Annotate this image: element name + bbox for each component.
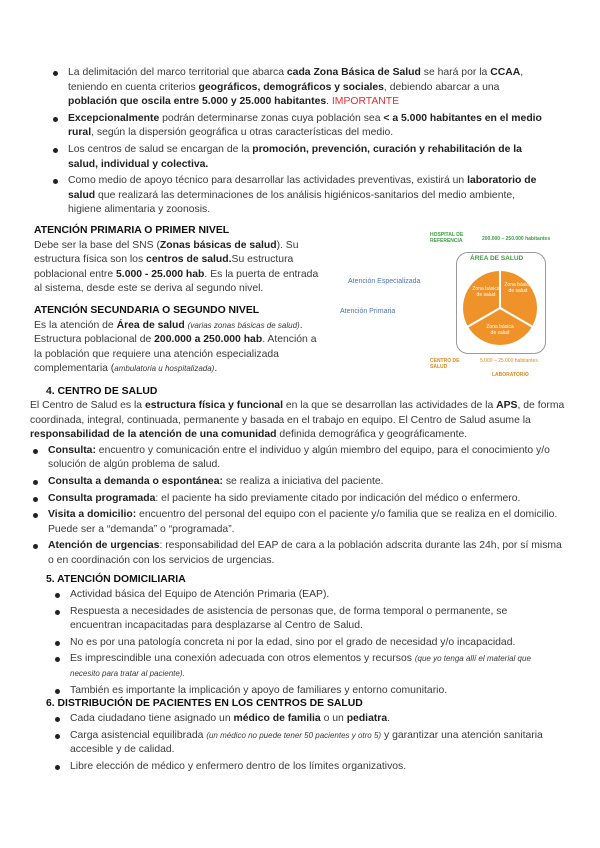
text-run: encuentro del personal del equipo con el paciente y/o familia que se realiza en el domicilio. Puede ser a “demanda” o “programada”. <box>48 509 558 535</box>
section6-bullets <box>52 712 552 774</box>
text-run: Actividad básica del Equipo de Atención Primaria (EAP). <box>70 589 330 600</box>
text-run: geográficos, demográficos y sociales <box>198 81 384 93</box>
text-run: Área de salud <box>116 319 185 331</box>
hospital-label: HOSPITAL DE REFERENCIA <box>430 232 464 244</box>
text-run: Carga asistencial equilibrada <box>70 729 207 741</box>
bullet-item <box>52 652 552 681</box>
text-run: Zonas básicas de salud <box>159 239 277 251</box>
text-run: Es la atención de <box>34 319 117 331</box>
text-run: No es por una patología concreta ni por la edad, sino por el grado de necesidad y/o incapacidad. <box>70 636 516 648</box>
area-salud-label: ÁREA DE SALUD <box>470 255 524 262</box>
bullet-item <box>50 174 550 218</box>
text-run: laboratorio de salud <box>68 175 537 201</box>
bullet-item <box>30 475 570 490</box>
section5-body <box>52 588 552 700</box>
text-run: cada Zona Básica de Salud <box>286 67 421 78</box>
text-run: encuentro y comunicación entre el individuo y algún miembro del equipo, para el conocimiento y/o solución de algún problema de salud. <box>48 444 550 471</box>
text-run: 200.000 a 250.000 hab <box>154 334 263 346</box>
text-run: Los centros de salud se encargan de la <box>68 143 253 155</box>
text-run: Respuesta a necesidades de asistencia de personas que, de forma temporal o permanente, se encuentran incapacitadas para desplazarse al Centro de Salud. <box>70 605 508 632</box>
zona-label-2: Zona básica de salud <box>504 282 532 294</box>
text-run: ). Su estructura física son los <box>34 239 299 266</box>
section4-heading: 4. CENTRO DE SALUD <box>46 386 158 397</box>
text-run: Libre elección de médico y enfermero dentro de los límites organizativos. <box>70 760 407 772</box>
text-run: : responsabilidad del EAP de cara a la población adscrita durante las 24h, por sí misma o en coordinación con los servicios de urgencias. <box>48 540 562 566</box>
text-run: También es importante la implicación y apoyo de familiares y entorno comunitario. <box>70 684 448 696</box>
bullet-item <box>52 729 552 758</box>
bullet-item <box>30 444 570 473</box>
segundo-nivel-title: ATENCIÓN SECUNDARIA O SEGUNDO NIVEL <box>34 305 260 316</box>
bullet-item <box>30 508 570 537</box>
bullet-item <box>30 492 570 507</box>
bullet-item <box>50 112 550 141</box>
text-run: IMPORTANTE <box>331 96 400 108</box>
text-run: en la que se desarrollan las actividades de la <box>282 400 497 411</box>
text-run: estructura física y funcional <box>144 400 283 411</box>
primer-nivel-section <box>34 224 324 297</box>
text-run: promoción, prevención, curación y rehabilitación de la salud, individual y colectiva. <box>68 143 522 170</box>
bullet-item <box>52 760 552 775</box>
text-run: < a 5.000 habitantes en el medio rural <box>68 112 542 139</box>
especializada-label: Atención Especializada <box>348 278 421 285</box>
text-run: . <box>387 713 391 724</box>
section6-body <box>52 712 552 776</box>
text-run: o un <box>320 713 347 724</box>
text-run: , teniendo en cuenta criterios <box>68 67 524 93</box>
text-run: Es imprescindible una conexión adecuada con otros elementos y recursos <box>70 653 415 665</box>
text-run: Su estructura poblacional entre <box>34 254 294 280</box>
text-run: Consulta programada <box>48 492 156 504</box>
text-run: que realizará las determinaciones de los análisis higiénicos-sanitarios del medio ambiente, higiene alimentaria y zoonosis. <box>68 189 516 216</box>
segundo-nivel-text <box>34 319 324 377</box>
text-run: , según la dispersión geográfica u otras características del medio. <box>91 127 394 139</box>
range-top-label: 200.000 – 250.000 habitantes <box>482 236 551 242</box>
section6-heading: 6. DISTRIBUCIÓN DE PACIENTES EN LOS CENTROS DE SALUD <box>46 698 363 709</box>
text-run: responsabilidad de la atención de una comunidad <box>30 429 277 441</box>
bullet-item <box>50 143 550 172</box>
text-run: se hará por la <box>420 67 491 78</box>
text-run: : el paciente ha sido previamente citado por indicación del médico o enfermero. <box>155 492 521 504</box>
zona-label-3: Zona básica de salud <box>486 324 514 336</box>
text-run: Debe ser la base del SNS ( <box>34 239 160 251</box>
range-bottom-label: 5.000 – 25.000 habitantes <box>480 358 538 364</box>
text-run: , debiendo abarcar a una <box>383 81 500 93</box>
text-run: centros de salud. <box>146 254 232 266</box>
text-run: médico de familia <box>233 713 321 724</box>
top-bullet-list <box>50 66 550 220</box>
section5-bullets <box>52 588 552 698</box>
section4-title <box>46 385 566 400</box>
text-run: (un médico no puede tener 50 pacientes y otro 5) <box>206 730 382 740</box>
health-system-diagram <box>340 232 582 382</box>
text-run: población que oscila entre 5.000 y 25.000 habitantes <box>68 96 327 108</box>
text-run: . Estructura poblacional de <box>34 319 303 346</box>
bullet-item <box>52 605 552 634</box>
text-run: y garantizar una atención sanitaria accesible y de calidad. <box>70 729 543 756</box>
zonas-pie <box>460 268 540 348</box>
text-run: definida demográfica y geográficamente. <box>276 429 468 441</box>
text-run: Excepcionalmente <box>68 112 160 124</box>
section4-bullets <box>30 444 570 569</box>
segundo-nivel-section <box>34 304 324 377</box>
text-run: podrán determinarse zonas cuya población sea <box>159 112 384 124</box>
bullet-item <box>52 712 552 727</box>
section5-heading: 5. ATENCIÓN DOMICILIARIA <box>46 574 186 585</box>
text-run: El Centro de Salud es la <box>30 400 145 411</box>
text-run: 5.000 - 25.000 hab <box>116 268 205 280</box>
text-run: ambulatoria u hospitalizada) <box>114 364 215 374</box>
text-run: Como medio de apoyo técnico para desarrollar las actividades preventivas, existirá un <box>68 175 468 187</box>
text-run: Visita a domicilio: <box>48 509 137 521</box>
text-run: (varias zonas básicas de salud) <box>187 320 300 330</box>
bullet-item <box>50 66 550 110</box>
text-run: . <box>326 96 332 108</box>
centro-label: CENTRO DE SALUD <box>430 358 460 370</box>
laboratorio-label: LABORATORIO <box>492 372 529 378</box>
bullet-item <box>52 636 552 651</box>
primer-nivel-text <box>34 239 324 297</box>
text-run: , de forma coordinada, integral, continuada, permanente y basada en el trabajo en equipo. El Centro de Salud asume la <box>30 400 565 426</box>
section6-title <box>46 697 566 712</box>
text-run: Consulta: <box>48 444 96 456</box>
primer-nivel-title: ATENCIÓN PRIMARIA O PRIMER NIVEL <box>34 225 230 236</box>
section4-body <box>30 399 570 571</box>
zonas-pie-svg <box>460 268 540 348</box>
text-run: se realiza a iniciativa del paciente. <box>222 475 384 487</box>
bullet-item <box>52 684 552 699</box>
text-run: . <box>214 363 218 375</box>
text-run: (que yo tenga allí el material que necesito para tratar al paciente). <box>70 654 531 678</box>
text-run: APS <box>496 400 518 411</box>
zona-label-1: Zona básica de salud <box>472 286 500 298</box>
text-run: . Atención a la población que requiere una atención especializada complementaria ( <box>34 334 317 375</box>
text-run: Consulta a demanda o espontánea: <box>48 475 223 487</box>
bullet-list <box>50 66 550 218</box>
text-run: . Es la puerta de entrada al sistema, desde este se deriva al segundo nivel. <box>34 268 319 295</box>
bullet-item <box>52 588 552 603</box>
text-run: pediatra <box>346 713 388 724</box>
section4-intro <box>30 399 570 443</box>
section5-title <box>46 573 566 588</box>
text-run: La delimitación del marco territorial que abarca <box>68 67 287 78</box>
bullet-item <box>30 539 570 568</box>
text-run: CCAA <box>490 67 521 78</box>
text-run: Cada ciudadano tiene asignado un <box>70 713 234 724</box>
text-run: Atención de urgencias <box>48 540 160 552</box>
primaria-label: Atención Primaria <box>340 308 396 315</box>
